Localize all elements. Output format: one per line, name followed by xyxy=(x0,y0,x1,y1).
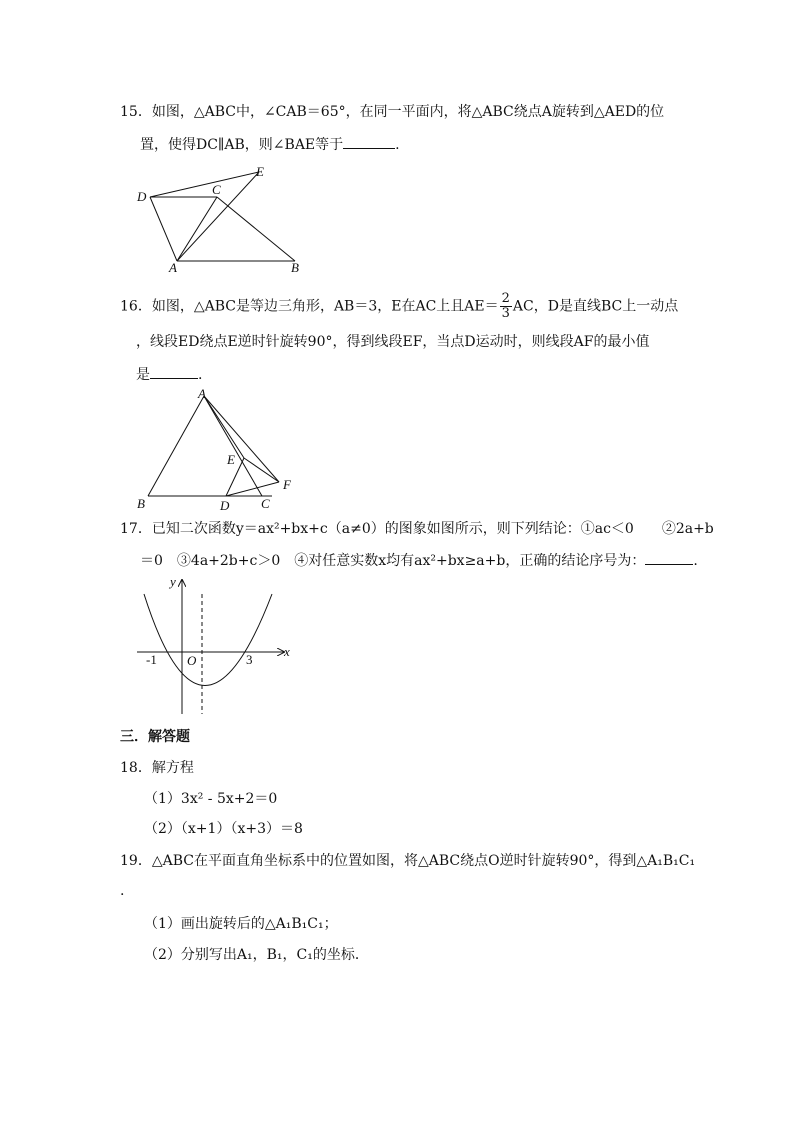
q15-end: . xyxy=(395,137,400,153)
q16-figure xyxy=(132,388,302,514)
label-x: x xyxy=(284,644,290,659)
label-neg1: -1 xyxy=(146,652,157,667)
frac-num: 2 xyxy=(501,291,510,306)
q19-part1: （1）画出旋转后的△A₁B₁C₁； xyxy=(144,916,338,932)
label-y: y xyxy=(170,574,176,589)
q19-line2: . xyxy=(120,883,125,899)
q15-line2 xyxy=(140,134,400,155)
q16-line2: ，线段ED绕点E逆时针旋转90°，得到线段EF，当点D运动时，则线段AF的最小值 xyxy=(136,334,650,350)
label-3: 3 xyxy=(246,652,253,667)
q18-part1: （1）3x² - 5x+2＝0 xyxy=(144,791,278,807)
q18-title: 18．解方程 xyxy=(120,760,194,776)
q17-line2-text: ＝0 ③4a+2b+c＞0 ④对任意实数x均有ax²+bx≥a+b，正确的结论序号为： xyxy=(140,553,646,569)
q15-line1: 15．如图，△ABC中，∠CAB＝65°，在同一平面内，将△ABC绕点A旋转到△AED的位 xyxy=(120,104,665,120)
label-B: B xyxy=(291,260,299,275)
q16-line1b: AC，D是直线BC上一动点 xyxy=(512,298,679,315)
q17-end: . xyxy=(693,553,698,569)
q18-part2: （2）（x+1）（x+3）＝8 xyxy=(144,821,303,837)
q17-line1: 17．已知二次函数y＝ax²+bx+c（a≠0）的图象如图所示，则下列结论：①ac＜0 ②2a+b xyxy=(120,521,714,537)
label-C: C xyxy=(261,496,270,511)
label-O: O xyxy=(187,653,197,668)
q15-figure xyxy=(130,160,320,280)
q16-end: . xyxy=(198,367,203,383)
q19-line1: 19．△ABC在平面直角坐标系中的位置如图，将△ABC绕点O逆时针旋转90°，得到△A₁B₁C₁ xyxy=(120,853,696,869)
q17-figure xyxy=(132,572,302,720)
label-D: D xyxy=(137,189,147,204)
label-A: A xyxy=(198,386,206,401)
label-B: B xyxy=(137,496,145,511)
q15-line2-text: 置，使得DC∥AB，则∠BAE等于 xyxy=(140,137,344,153)
q17-line2 xyxy=(140,550,698,571)
section-title: 三．解答题 xyxy=(120,729,190,745)
answer-blank[interactable] xyxy=(645,550,693,565)
answer-blank[interactable] xyxy=(343,134,395,149)
q16-line3 xyxy=(136,364,202,385)
fraction xyxy=(500,292,512,321)
label-D: D xyxy=(220,498,230,513)
q16-line1a: 16．如图，△ABC是等边三角形，AB＝3，E在AC上且AE＝ xyxy=(120,298,499,315)
label-F: F xyxy=(283,477,291,492)
frac-den: 3 xyxy=(501,306,510,321)
label-A: A xyxy=(169,260,177,275)
q16-line3-text: 是 xyxy=(136,367,150,383)
q16-line1 xyxy=(120,292,678,321)
label-E: E xyxy=(256,164,264,179)
q19-part2: （2）分别写出A₁，B₁，C₁的坐标． xyxy=(144,947,369,963)
answer-blank[interactable] xyxy=(150,364,198,379)
label-E: E xyxy=(227,452,235,467)
label-C: C xyxy=(212,182,221,197)
